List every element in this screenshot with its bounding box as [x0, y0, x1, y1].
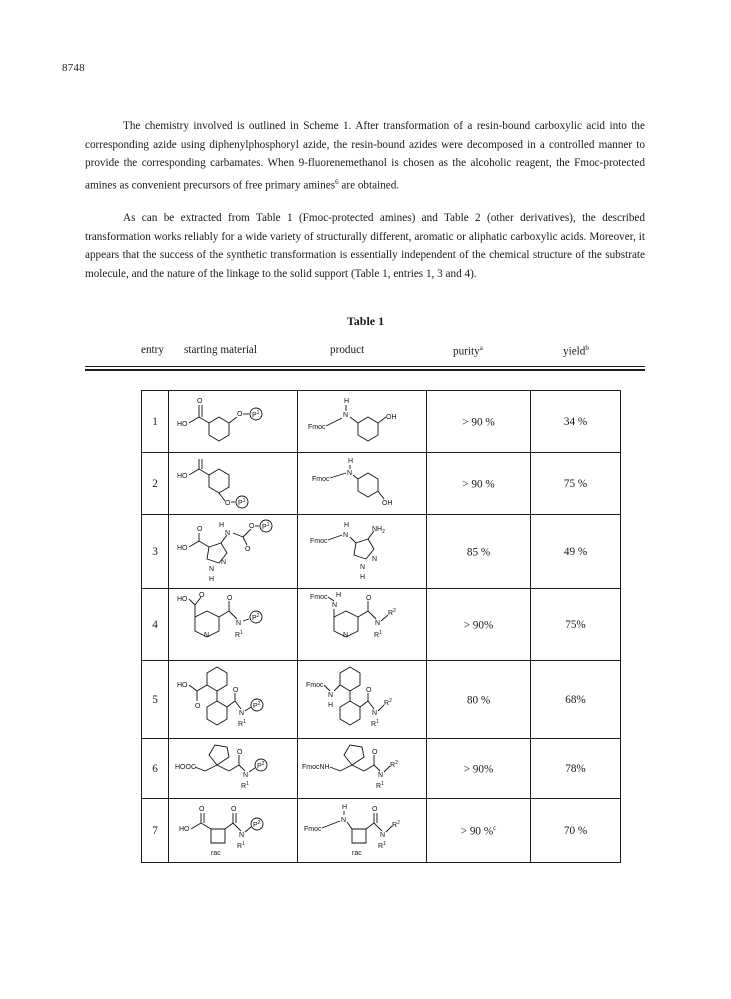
svg-text:H: H [360, 573, 366, 581]
page-number: 8748 [62, 62, 85, 74]
starting-material-structure [169, 515, 298, 589]
yield-cell: 75% [531, 589, 621, 661]
svg-text:P2: $P^2$ [257, 760, 265, 770]
table-row [142, 515, 621, 589]
svg-text:rac: rac [211, 849, 221, 857]
svg-text:O: O [231, 805, 237, 813]
yield-cell: 68% [531, 661, 621, 739]
table-row [142, 661, 621, 739]
svg-text:HO: HO [179, 825, 190, 833]
header-rule-top [85, 366, 645, 367]
svg-text:O: O [237, 748, 243, 756]
svg-text:O: O [197, 397, 203, 405]
yield-cell: 70 % [531, 799, 621, 863]
svg-text:N: N [343, 631, 349, 639]
entry-cell: 6 [142, 739, 169, 799]
svg-text:OH: OH [382, 499, 393, 507]
svg-text:P1: $P^1$ [252, 409, 260, 419]
svg-text:R1: $R^1$ [378, 840, 386, 850]
svg-text:N: N [375, 619, 381, 627]
svg-text:NH2: $NH_2$ [372, 525, 385, 535]
svg-text:R1: $R^1$ [235, 629, 243, 639]
svg-text:N: N [343, 411, 349, 419]
table-row [142, 799, 621, 863]
svg-text:N: N [372, 555, 378, 563]
svg-text:N: N [360, 563, 366, 571]
product-structure [298, 589, 427, 661]
svg-text:Fmoc: Fmoc [304, 825, 322, 833]
svg-text:H: H [328, 701, 334, 709]
svg-text:HOOC: HOOC [175, 763, 196, 771]
svg-text:P1: $P^1$ [238, 497, 246, 507]
svg-text:R1: $R^1$ [241, 780, 249, 790]
svg-text:H: H [219, 521, 225, 529]
purity-cell: > 90% [427, 589, 531, 661]
svg-text:HO: HO [177, 472, 188, 480]
purity-cell: > 90 % [427, 391, 531, 453]
starting-material-structure [169, 453, 298, 515]
svg-text:H: H [344, 397, 350, 405]
entry-cell: 5 [142, 661, 169, 739]
svg-text:O: O [225, 499, 231, 507]
starting-material-structure [169, 661, 298, 739]
table-row [142, 453, 621, 515]
purity-cell: 85 % [427, 515, 531, 589]
svg-text:H: H [336, 591, 342, 599]
yield-cell: 78% [531, 739, 621, 799]
svg-text:R1: $R^1$ [237, 840, 245, 850]
starting-material-structure [169, 799, 298, 863]
svg-text:H: H [344, 521, 350, 529]
svg-text:Fmoc: Fmoc [306, 681, 324, 689]
svg-text:HO: HO [177, 544, 188, 552]
svg-text:Fmoc: Fmoc [312, 475, 330, 483]
svg-text:N: N [209, 565, 215, 573]
purity-cell: > 90 %$^c$ [427, 799, 531, 863]
svg-text:R2: $R^2$ [384, 697, 392, 707]
svg-text:O: O [195, 702, 201, 710]
svg-text:O: O [372, 805, 378, 813]
yield-cell: 49 % [531, 515, 621, 589]
product-structure [298, 515, 427, 589]
paragraph-1: The chemistry involved is outlined in Scheme 1. After transformation of a resin-bound carboxylic acid into the corresponding azide using diphenylphosphoryl azide, the resin-bound azides were decomposed in a controlled manner to provide the corresponding carbamates. When 9-fluorenemethanol is chosen as the alcoholic reagent, the Fmoc-protected amines as convenient precursors of free primary amines$^6$ are obtained. [85, 120, 645, 192]
svg-text:O: O [372, 748, 378, 756]
svg-text:O: O [227, 594, 233, 602]
svg-text:HO: HO [177, 681, 188, 689]
purity-cell: 80 % [427, 661, 531, 739]
header-rule-bottom [85, 369, 645, 371]
svg-text:R1: $R^1$ [374, 629, 382, 639]
svg-text:O: O [199, 591, 205, 599]
header-purity: purity$^a$ [453, 344, 483, 358]
results-table [141, 390, 621, 863]
product-structure [298, 391, 427, 453]
svg-text:N: N [204, 631, 210, 639]
paragraph-2: As can be extracted from Table 1 (Fmoc-protected amines) and Table 2 (other derivatives), the described transformation works reliably for a wide variety of structurally different, aromatic or aliphatic carboxylic acids. Moreover, it appears that the success of the synthetic transformation is essentially independent of the chemical structure of the substrate molecule, and the nature of the linkage to the solid support (Table 1, entries 1, 3 and 4). [85, 212, 645, 280]
svg-text:N: N [239, 831, 245, 839]
svg-text:N: N [243, 771, 249, 779]
entry-cell: 1 [142, 391, 169, 453]
header-starting-material: starting material [184, 344, 258, 356]
svg-text:N: N [236, 619, 242, 627]
svg-text:R2: $R^2$ [392, 819, 400, 829]
svg-text:N: N [347, 469, 353, 477]
svg-text:P2: $P^2$ [253, 700, 261, 710]
product-structure [298, 739, 427, 799]
product-structure [298, 799, 427, 863]
svg-text:R2: $R^2$ [388, 607, 396, 617]
starting-material-structure [169, 589, 298, 661]
entry-cell: 7 [142, 799, 169, 863]
svg-text:R1: $R^1$ [238, 718, 246, 728]
svg-text:OH: OH [386, 413, 397, 421]
svg-text:N: N [378, 771, 384, 779]
yield-cell: 34 % [531, 391, 621, 453]
svg-text:N: N [332, 601, 338, 609]
svg-text:Fmoc: Fmoc [310, 537, 328, 545]
purity-cell: > 90% [427, 739, 531, 799]
svg-text:O: O [237, 410, 243, 418]
header-product: product [330, 344, 365, 356]
svg-text:P1: $P^1$ [262, 521, 270, 531]
starting-material-structure [169, 739, 298, 799]
svg-text:O: O [366, 594, 372, 602]
svg-text:R1: $R^1$ [376, 780, 384, 790]
svg-text:H: H [342, 803, 348, 811]
starting-material-structure [169, 391, 298, 453]
svg-text:N: N [343, 531, 349, 539]
svg-text:HO: HO [177, 595, 188, 603]
svg-text:O: O [197, 525, 203, 533]
yield-cell: 75 % [531, 453, 621, 515]
purity-cell: > 90 % [427, 453, 531, 515]
svg-text:O: O [245, 545, 251, 553]
table-row [142, 391, 621, 453]
svg-text:N: N [341, 816, 347, 824]
svg-text:N: N [221, 558, 227, 566]
svg-text:rac: rac [352, 849, 362, 857]
svg-text:R2: $R^2$ [390, 759, 398, 769]
svg-text:P2: $P^2$ [253, 819, 261, 829]
table-title: Table 1 [346, 314, 385, 328]
svg-text:HO: HO [177, 420, 188, 428]
svg-text:N: N [239, 709, 245, 717]
svg-text:O: O [199, 805, 205, 813]
header-yield: yield$^b$ [563, 344, 589, 358]
svg-text:N: N [225, 529, 231, 537]
table-row [142, 739, 621, 799]
svg-text:Fmoc: Fmoc [308, 423, 326, 431]
svg-text:N: N [372, 709, 378, 717]
svg-text:H: H [348, 457, 354, 465]
svg-text:O: O [366, 686, 372, 694]
svg-text:P2: $P^2$ [252, 612, 260, 622]
svg-text:Fmoc: Fmoc [310, 593, 328, 601]
entry-cell: 2 [142, 453, 169, 515]
entry-cell: 3 [142, 515, 169, 589]
table-row [142, 589, 621, 661]
svg-text:O: O [233, 686, 239, 694]
svg-text:N: N [380, 831, 386, 839]
header-entry: entry [141, 344, 164, 356]
product-structure [298, 453, 427, 515]
entry-cell: 4 [142, 589, 169, 661]
svg-text:N: N [328, 691, 334, 699]
svg-text:O: O [249, 522, 255, 530]
product-structure [298, 661, 427, 739]
svg-text:FmocNH: FmocNH [302, 763, 330, 771]
svg-text:R1: $R^1$ [371, 718, 379, 728]
svg-text:H: H [209, 575, 215, 583]
